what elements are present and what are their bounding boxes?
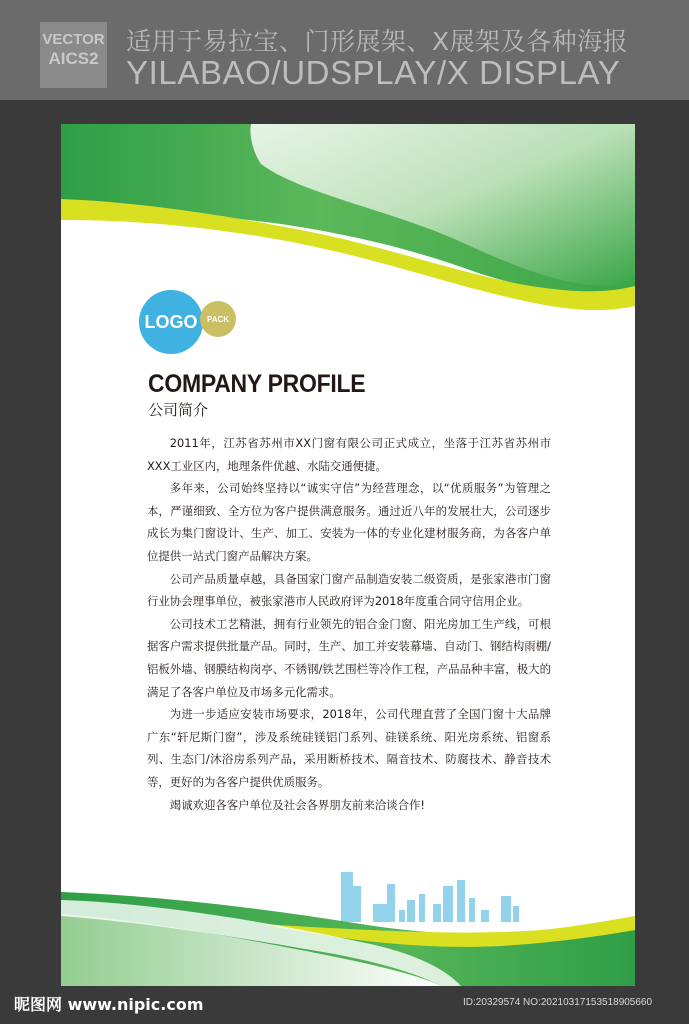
pack-text: PACK — [206, 314, 230, 324]
paragraph: 多年来，公司始终坚持以“诚实守信”为经营理念，以“优质服务”为管理之本，严谨细致、全方位为客户提供满意服务。通过近八年的发展壮大，公司逐步成长为集门窗设计、生产、加工、安装为一体的专业化建材服务商，为各客户单位提供一站式门窗产品解决方案。 — [147, 481, 551, 563]
page-title: COMPANY PROFILE — [148, 370, 366, 398]
subtitle-cn: 适用于易拉宝、门形展架、X展架及各种海报 — [126, 27, 629, 56]
pack-circle — [200, 301, 236, 337]
paragraph: 公司技术工艺精湛，拥有行业领先的铝合金门窗、阳光房加工生产线，可根据客户需求提供批量产品。同时，生产、加工并安装幕墙、自动门、钢结构雨棚/铝板外墙、钢膜结构岗亭、不锈钢/铁艺围栏等冷作工程，产品品种丰富，极大的满足了各客户单位及市场多元化需求。 — [147, 616, 551, 699]
paragraph: 公司产品质量卓越，具备国家门窗产品制造安装二级资质，是张家港市门窗行业协会理事单位，被张家港市人民政府评为2018年度重合同守信用企业。 — [147, 571, 551, 609]
subtitle-en: YILABAO/UDSPLAY/X DISPLAY — [126, 54, 621, 91]
paragraph: 竭诚欢迎各客户单位及社会各界朋友前来洽谈合作! — [169, 797, 425, 812]
top-banner — [0, 0, 689, 100]
page-subtitle: 公司简介 — [148, 401, 209, 419]
vector-badge — [40, 22, 107, 88]
logo-text: LOGO — [144, 311, 198, 332]
badge-line2: AICS2 — [48, 48, 99, 68]
poster — [61, 124, 635, 986]
profile-body — [147, 432, 551, 816]
paragraph: 2011年，江苏省苏州市XX门窗有限公司正式成立，坐落于江苏省苏州市XXX工业区内，地理条件优越、水陆交通便捷。 — [147, 436, 551, 473]
watermark-site: 昵图网 www.nipic.com — [14, 995, 204, 1014]
logo-circle — [139, 290, 203, 354]
badge-line1: VECTOR — [42, 31, 105, 48]
paragraph: 为进一步适应安装市场要求，2018年，公司代理直营了全国门窗十大品牌广东“轩尼斯门窗”，涉及系统硅镁铝门系列、硅镁系统、阳光房系统、铝窗系列、生态门/沐浴房系列产品，采用断桥技术、隔音技术、防腐技术、静音技术等，更好的为各客户提供优质服务。 — [147, 707, 551, 789]
watermark-id: ID:20329574 NO:20210317153518905660 — [463, 997, 653, 1008]
